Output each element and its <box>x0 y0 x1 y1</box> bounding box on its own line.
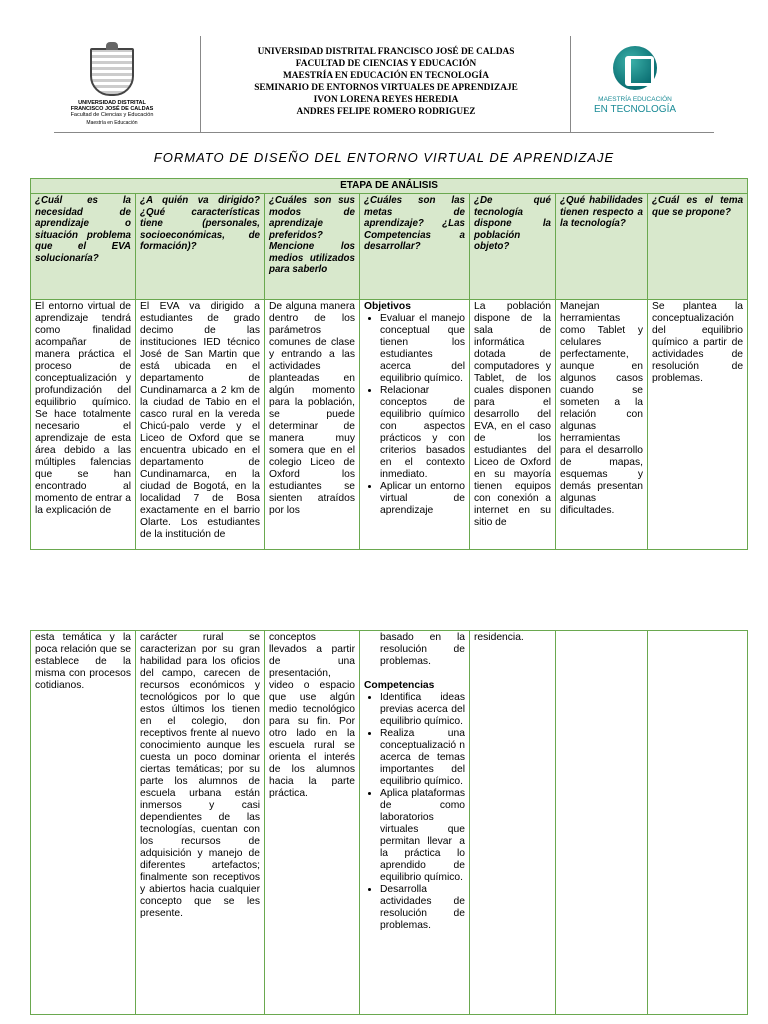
list-item: • Relacionar conceptos de equilibrio químico con aspectos prácticos y con criterios basados en el contexto inmediato. <box>380 385 465 481</box>
answer-goals-cont <box>360 631 470 1015</box>
header-divider-left <box>200 36 201 132</box>
stage-header: ETAPA DE ANÁLISIS <box>31 179 748 194</box>
header-text <box>205 46 567 118</box>
answer-audience: El EVA va dirigido a estudiantes de grado decimo de las instituciones IED técnico José de San Martin que está ubicada en el departamento de Cundinamarca a 2 km de la ciudad de Tabio en el casco rural en la vereda Chicú-palo verde y el Liceo de Oxford que se encuentra ubicado en el departamento de Cundinamarca, en la ciudad de Bogotá, en la localidad 7 de Bosa exactamente en el barrio Olarte. Los estudiantes de la institución de <box>136 300 265 550</box>
masters-logo-line2: EN TECNOLOGÍA <box>593 104 677 115</box>
list-item: • Desarrolla actividades de resolución de problemas. <box>380 884 465 932</box>
question-topic: ¿Cuál es el tema que se propone? <box>648 194 748 300</box>
competencies-list <box>364 692 465 932</box>
logo-program: Maestría en Educación <box>86 120 138 126</box>
globe-icon <box>613 46 657 90</box>
document-title: FORMATO DE DISEÑO DEL ENTORNO VIRTUAL DE APRENDIZAJE <box>153 150 615 165</box>
analysis-table-page2 <box>30 630 748 1015</box>
table-row <box>31 631 748 1015</box>
list-item: • Aplicar un entorno virtual de aprendizaje <box>380 481 465 517</box>
answer-need-cont: esta temática y la poca relación que se establece de la misma con procesos cotidianos. <box>31 631 136 1015</box>
question-skills: ¿Qué habilidades tienen respecto a la tecnología? <box>556 194 648 300</box>
answer-learning-modes-cont: conceptos llevados a partir de una presentación, video o espacio que use algún medio tecnológico para su fin. Por otro lado en la escuela rural se orienta el interés de los alumnos hacia la parte práctica. <box>265 631 360 1015</box>
list-item: • Identifica ideas previas acerca del equilibrio químico. <box>380 692 465 728</box>
answer-skills: Manejan herramientas como Tablet y celulares perfectamente, aunque en algunos casos cuando se someten a la relación con algunas herramientas para el desarrollo de mapas, esquemas y demás presentan algunas dificultades. <box>556 300 648 550</box>
answer-skills-cont <box>556 631 648 1015</box>
answer-audience-cont: carácter rural se caracterizan por su gran habilidad para los oficios del campo, carecen de recursos económicos y tecnológicos por lo que estos últimos los tienen en el colegio, don receptivos frente al nuevo conocimiento aunque les cuesta un poco dominar ciertas temáticas; por su parte los alumnos de escuela urbana están inmersos y casi dependientes de las tecnologías, cuentan con los recursos de adquisición y manejo de diferentes artefactos; finalmente son receptivos y abiertos hacia cualquier concepto que se les presente. <box>136 631 265 1015</box>
objectives-heading: Objetivos <box>364 301 411 312</box>
header-divider-right <box>570 36 571 132</box>
masters-logo <box>580 46 690 126</box>
answer-topic-cont <box>648 631 748 1015</box>
table-row <box>31 300 748 550</box>
header-line-masters: MAESTRÍA EN EDUCACIÓN EN TECNOLOGÍA <box>283 71 489 81</box>
question-need: ¿Cuál es la necesidad de aprendizaje o situación problema que el EVA solucionaría? <box>31 194 136 300</box>
university-logo <box>62 44 162 132</box>
competencies-heading: Competencias <box>364 680 435 691</box>
logo-faculty: Facultad de Ciencias y Educación <box>70 112 154 118</box>
list-item: • Aplica plataformas de como laboratorios virtuales que permitan llevar a la práctica lo aprendido de equilibrio químico. <box>380 788 465 884</box>
header-line-faculty: FACULTAD DE CIENCIAS Y EDUCACIÓN <box>295 59 477 69</box>
answer-goals <box>360 300 470 550</box>
question-audience: ¿A quién va dirigido? ¿Qué características tiene (personales, socioeconómicas, de formación)? <box>136 194 265 300</box>
university-shield-icon <box>90 48 134 96</box>
header-line-author-1: IVON LORENA REYES HEREDIA <box>313 95 459 105</box>
header-line-seminar: SEMINARIO DE ENTORNOS VIRTUALES DE APRENDIZAJE <box>254 83 518 93</box>
header-line-author-2: ANDRES FELIPE ROMERO RODRIGUEZ <box>296 107 476 117</box>
analysis-table-page1 <box>30 178 748 550</box>
answer-technology: La población dispone de la sala de informática dotada de computadores y Tablet, de los cuales disponen para el desarrollo del EVA, en el caso de los estudiantes del Liceo de Oxford en su mayoría tienen equipos con conexión a internet en su sitio de <box>470 300 556 550</box>
objectives-continuation: basado en la resolución de problemas. <box>380 632 465 667</box>
stage-row <box>31 179 748 194</box>
question-technology: ¿De qué tecnología dispone la población objeto? <box>470 194 556 300</box>
logo-university-name: UNIVERSIDAD DISTRITAL FRANCISCO JOSÉ DE CALDAS <box>70 100 154 112</box>
masters-logo-line1: MAESTRÍA EDUCACIÓN <box>598 96 672 103</box>
question-goals: ¿Cuáles son las metas de aprendizaje? ¿Las Competencias a desarrollar? <box>360 194 470 300</box>
answer-topic: Se plantea la conceptualización del equilibrio químico a partir de actividades de resolución de problemas. <box>648 300 748 550</box>
question-learning-modes: ¿Cuáles son sus modos de aprendizaje preferidos? Mencione los medios utilizados para saberlo <box>265 194 360 300</box>
list-item: • Evaluar el manejo conceptual que tienen los estudiantes acerca del equilibrio químico. <box>380 313 465 385</box>
answer-learning-modes: De alguna manera dentro de los parámetros comunes de clase y entrando a las actividades planteadas en algún momento para la población, se puede determinar de manera muy somera que en el colegio Liceo de Oxford los estudiantes se sienten atraídos por los <box>265 300 360 550</box>
question-row <box>31 194 748 300</box>
answer-need: El entorno virtual de aprendizaje tendrá como finalidad acompañar de manera práctica el proceso de conceptualización y profundización del equilibrio químico. Se hace totalmente necesario el aprendizaje de esta área debido a las múltiples falencias que se han encontrado al momento de entrar a la explicación de <box>31 300 136 550</box>
list-item: • Realiza una conceptualizació n acerca de temas importantes del equilibrio químico. <box>380 728 465 788</box>
header-line-university: UNIVERSIDAD DISTRITAL FRANCISCO JOSÉ DE CALDAS <box>257 47 515 57</box>
answer-technology-cont: residencia. <box>470 631 556 1015</box>
objectives-list <box>364 313 465 517</box>
